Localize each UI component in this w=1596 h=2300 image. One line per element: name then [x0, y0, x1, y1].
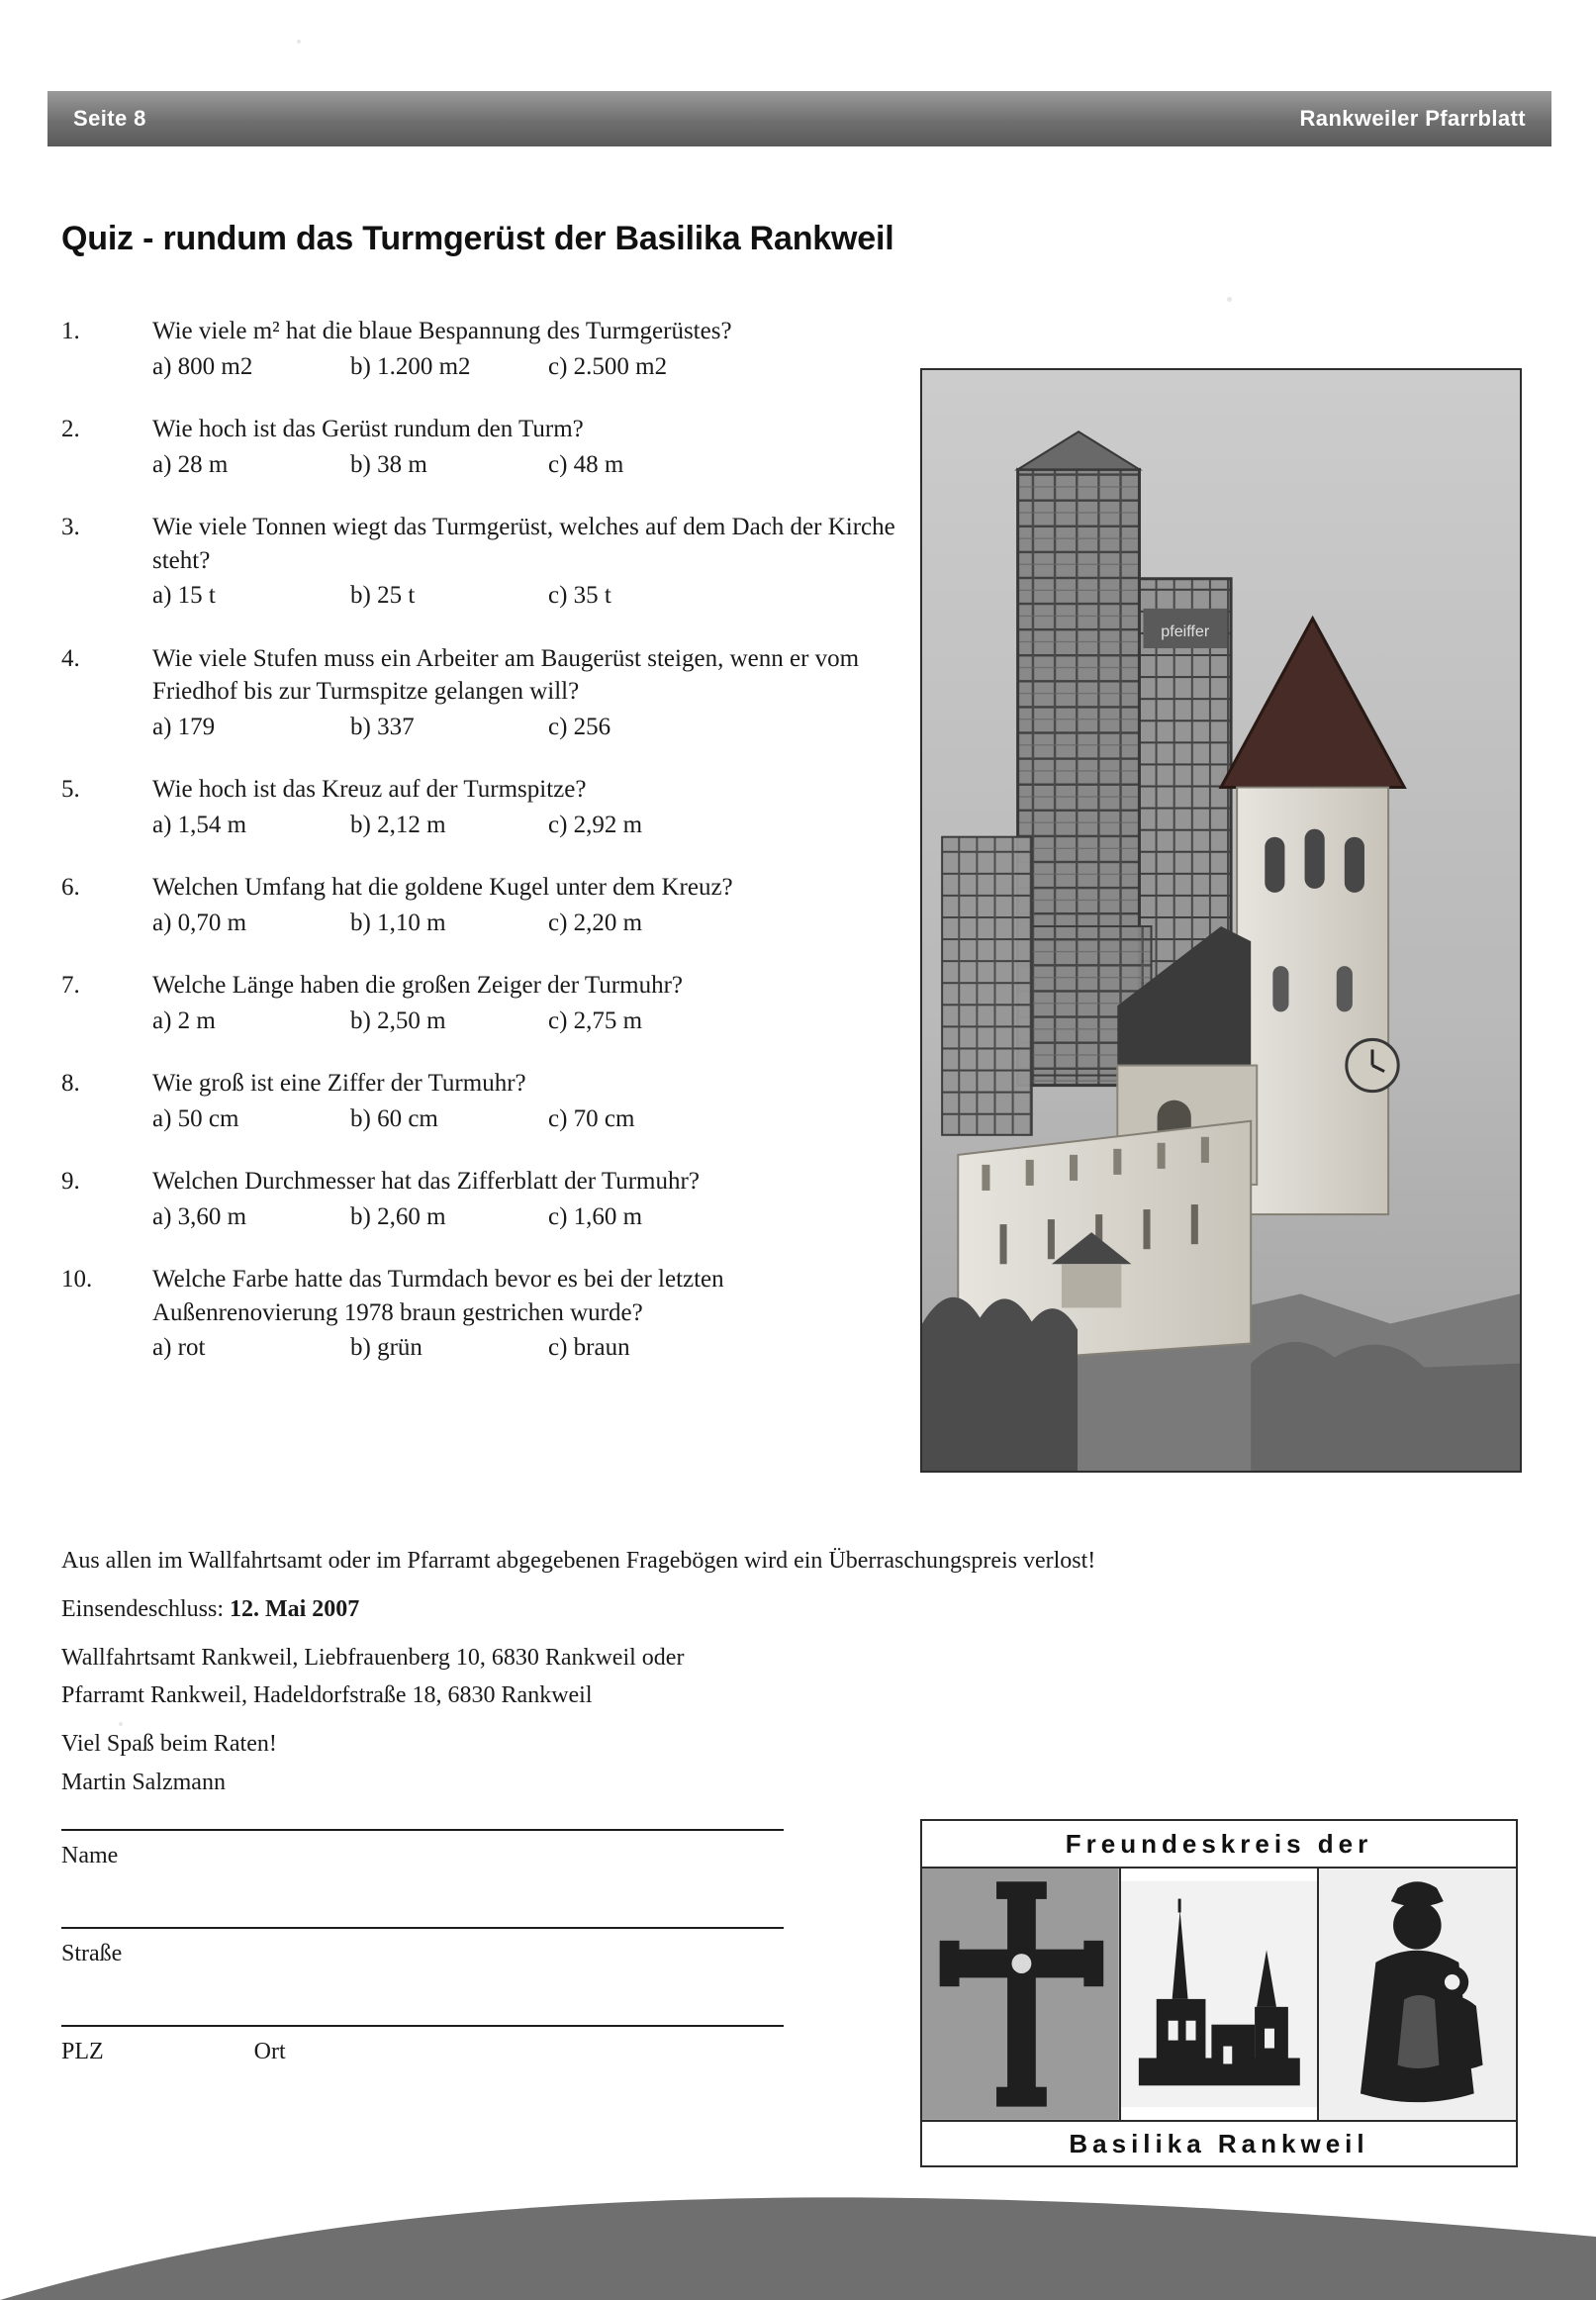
- cross-icon: [922, 1869, 1121, 2120]
- answer-option-b: b) 25 t: [350, 582, 416, 609]
- question-text: Wie viele Tonnen wiegt das Turmgerüst, welches auf dem Dach der Kirche steht?: [152, 514, 895, 574]
- answer-options: [152, 448, 912, 482]
- quiz-item: [61, 642, 912, 744]
- logo-bottom-text: Basilika Rankweil: [922, 2120, 1516, 2167]
- question-text: Welchen Durchmesser hat das Zifferblatt der Turmuhr?: [152, 1168, 700, 1195]
- question-number: 7.: [61, 972, 80, 999]
- question-text: Welche Länge haben die großen Zeiger der Turmuhr?: [152, 972, 683, 999]
- answer-option-a: a) 1,54 m: [152, 811, 247, 838]
- form-row-street: [61, 1927, 784, 1967]
- question-text: Welche Farbe hatte das Turmdach bevor es bei der letzten Außenrenovierung 1978 braun gestrichen wurde?: [152, 1266, 724, 1326]
- answer-option-b: b) grün: [350, 1334, 422, 1361]
- entry-form: [61, 1829, 784, 2123]
- answer-option-a: a) 28 m: [152, 450, 229, 478]
- question-text: Welchen Umfang hat die goldene Kugel unter dem Kreuz?: [152, 874, 733, 901]
- question-number: 3.: [61, 514, 80, 540]
- logo-image-row: [922, 1869, 1516, 2120]
- church-icon: [1121, 1869, 1320, 2120]
- basilica-photo: [920, 368, 1522, 1473]
- answer-option-b: b) 38 m: [350, 450, 427, 478]
- plz-label: PLZ: [61, 2039, 104, 2064]
- answer-option-a: a) rot: [152, 1334, 206, 1361]
- quiz-item: [61, 1263, 912, 1365]
- name-label: Name: [61, 1843, 119, 1869]
- answer-options: [152, 1200, 912, 1234]
- quiz-item: [61, 871, 912, 939]
- quiz-item: [61, 969, 912, 1037]
- answer-option-a: a) 800 m2: [152, 352, 253, 380]
- answer-option-a: a) 3,60 m: [152, 1202, 247, 1230]
- answer-option-b: b) 2,12 m: [350, 811, 446, 838]
- quiz-item: [61, 1165, 912, 1233]
- question-number: 2.: [61, 416, 80, 442]
- question-text: Wie hoch ist das Gerüst rundum den Turm?: [152, 416, 584, 442]
- answer-options: [152, 711, 912, 744]
- answer-options: [152, 1102, 912, 1136]
- address-line-2: Pfarramt Rankweil, Hadeldorfstraße 18, 6830 Rankweil: [61, 1682, 593, 1709]
- answer-option-c: c) braun: [548, 1334, 630, 1361]
- page-header-bar: [47, 91, 1551, 146]
- answer-options: [152, 907, 912, 940]
- closing-line-1: Viel Spaß beim Raten!: [61, 1731, 277, 1758]
- name-input-line[interactable]: [61, 1829, 784, 1831]
- answer-option-b: b) 337: [350, 713, 415, 740]
- answer-option-c: c) 35 t: [548, 582, 611, 609]
- answer-option-a: a) 179: [152, 713, 216, 740]
- deadline-value: 12. Mai 2007: [229, 1595, 360, 1622]
- address-line-1: Wallfahrtsamt Rankweil, Liebfrauenberg 10, 6830 Rankweil oder: [61, 1644, 685, 1671]
- plz-city-input-line[interactable]: [61, 2025, 784, 2027]
- question-number: 9.: [61, 1168, 80, 1195]
- quiz-item: [61, 773, 912, 841]
- answer-option-a: a) 15 t: [152, 582, 216, 609]
- signature-name: Martin Salzmann: [61, 1769, 226, 1795]
- question-text: Wie viele m² hat die blaue Bespannung des Turmgerüstes?: [152, 318, 732, 344]
- answer-option-b: b) 2,50 m: [350, 1006, 446, 1034]
- street-label: Straße: [61, 1941, 123, 1966]
- quiz-item: [61, 315, 912, 383]
- answer-option-a: a) 2 m: [152, 1006, 216, 1034]
- answer-option-c: c) 256: [548, 713, 611, 740]
- answer-option-c: c) 1,60 m: [548, 1202, 643, 1230]
- svg-text:pfeiffer: pfeiffer: [1161, 622, 1210, 640]
- answer-option-c: c) 2.500 m2: [548, 352, 668, 380]
- question-text: Wie hoch ist das Kreuz auf der Turmspitze?: [152, 776, 587, 803]
- answer-option-b: b) 2,60 m: [350, 1202, 446, 1230]
- question-text: Wie viele Stufen muss ein Arbeiter am Baugerüst steigen, wenn er vom Friedhof bis zur Turmspitze gelangen will?: [152, 644, 860, 705]
- answer-option-c: c) 2,75 m: [548, 1006, 643, 1034]
- answer-option-b: b) 1,10 m: [350, 909, 446, 936]
- quiz-question-list: [61, 315, 912, 1394]
- publication-title-label: Rankweiler Pfarrblatt: [1299, 106, 1526, 131]
- answer-options: [152, 809, 912, 842]
- form-row-name: [61, 1829, 784, 1869]
- freundeskreis-logo: [920, 1819, 1518, 2167]
- answer-option-c: c) 2,20 m: [548, 909, 643, 936]
- street-input-line[interactable]: [61, 1927, 784, 1929]
- footer-text-block: [61, 1544, 1466, 1814]
- quiz-item: [61, 511, 912, 613]
- prize-note: Aus allen im Wallfahrtsamt oder im Pfarramt abgegebenen Fragebögen wird ein Überraschungspreis verlost!: [61, 1548, 1096, 1574]
- deadline-label: Einsendeschluss:: [61, 1595, 224, 1622]
- question-number: 10.: [61, 1266, 93, 1293]
- answer-options: [152, 350, 912, 384]
- answer-options: [152, 1331, 912, 1365]
- logo-top-text: Freundeskreis der: [922, 1821, 1516, 1869]
- answer-options: [152, 1005, 912, 1038]
- answer-option-a: a) 0,70 m: [152, 909, 247, 936]
- answer-option-b: b) 1.200 m2: [350, 352, 471, 380]
- quiz-item: [61, 1067, 912, 1135]
- question-number: 4.: [61, 644, 80, 672]
- answer-option-c: c) 2,92 m: [548, 811, 643, 838]
- question-number: 5.: [61, 776, 80, 803]
- page-number-label: Seite 8: [73, 106, 146, 131]
- question-text: Wie groß ist eine Ziffer der Turmuhr?: [152, 1070, 526, 1097]
- quiz-item: [61, 413, 912, 481]
- answer-option-b: b) 60 cm: [350, 1104, 438, 1132]
- scan-speck: [1227, 297, 1232, 302]
- answer-option-a: a) 50 cm: [152, 1104, 239, 1132]
- form-row-plz-city: [61, 2025, 784, 2065]
- city-label: Ort: [253, 2039, 286, 2064]
- answer-option-c: c) 48 m: [548, 450, 624, 478]
- page-title: Quiz - rundum das Turmgerüst der Basilika Rankweil: [61, 220, 894, 257]
- question-number: 8.: [61, 1070, 80, 1097]
- scan-speck: [297, 40, 301, 44]
- answer-options: [152, 579, 912, 613]
- question-number: 6.: [61, 874, 80, 901]
- answer-option-c: c) 70 cm: [548, 1104, 635, 1132]
- madonna-icon: [1319, 1869, 1516, 2120]
- bottom-decorative-curve: [0, 2142, 1596, 2300]
- question-number: 1.: [61, 318, 80, 344]
- deadline-line: [61, 1592, 1466, 1627]
